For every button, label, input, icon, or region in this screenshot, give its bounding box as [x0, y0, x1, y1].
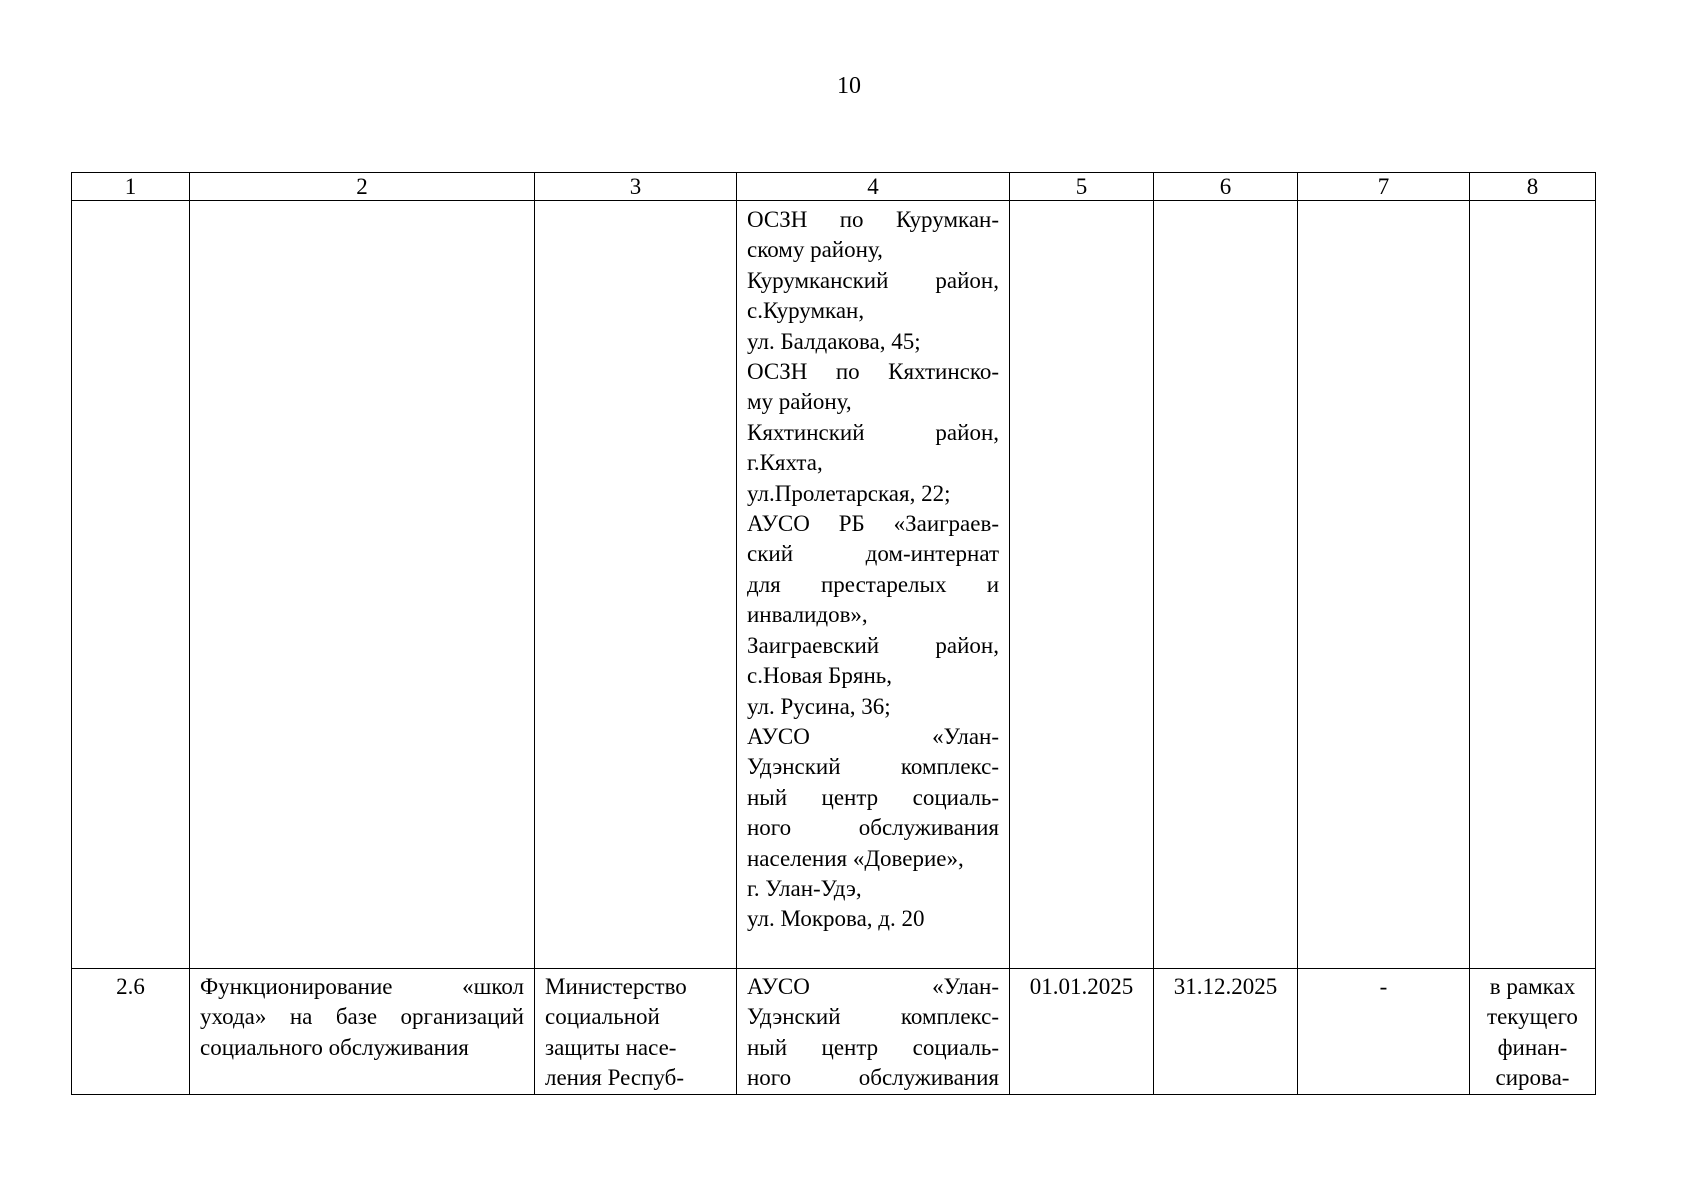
cell-col7-empty	[1298, 201, 1470, 969]
cell-responsible	[535, 969, 737, 1095]
name-line: Функционирование «школ	[200, 974, 524, 999]
executor-line: скому району,	[747, 237, 883, 263]
column-header-6: 6	[1154, 173, 1298, 201]
executor-line: ного обслуживания	[747, 815, 999, 841]
responsible-line: Министерство	[545, 974, 687, 999]
executor-line: для престарелых и	[747, 571, 999, 597]
executor-line: г.Кяхта,	[747, 450, 823, 476]
name-line: социального обслуживания	[200, 1034, 469, 1060]
financing-line: текущего	[1487, 1004, 1578, 1030]
executor-line: с.Курумкан,	[747, 298, 865, 324]
cell-end-empty	[1154, 201, 1298, 969]
executor-line: АУСО «Улан-	[747, 723, 999, 749]
financing-line: в рамках	[1489, 974, 1576, 999]
responsible-line: социальной	[545, 1004, 660, 1030]
executor-line: ный центр социаль-	[747, 1034, 999, 1060]
name-line: ухода» на базе организаций	[200, 1004, 524, 1030]
cell-name	[190, 969, 535, 1095]
measures-table	[71, 172, 1596, 1095]
executor-line: населения «Доверие»,	[747, 845, 964, 871]
cell-financing	[1470, 969, 1596, 1095]
executor-line: Удэнский комплекс-	[747, 1004, 999, 1030]
cell-number-empty	[72, 201, 190, 969]
column-header-2: 2	[190, 173, 535, 201]
column-header-8: 8	[1470, 173, 1596, 201]
cell-number: 2.6	[72, 969, 190, 1095]
executor-line: ного обслуживания	[747, 1065, 999, 1091]
cell-financing-empty	[1470, 201, 1596, 969]
executor-line: Курумканский район,	[747, 267, 999, 293]
executor-line: ский дом-интернат	[747, 541, 999, 567]
table-header-row	[72, 173, 1596, 201]
column-header-4: 4	[737, 173, 1010, 201]
column-header-1: 1	[72, 173, 190, 201]
executor-line: ул. Мокрова, д. 20	[747, 906, 925, 932]
executor-line: ул.Пролетарская, 22;	[747, 480, 951, 506]
executor-line: г. Улан-Удэ,	[747, 875, 862, 901]
executor-line: ул. Балдакова, 45;	[747, 328, 921, 354]
table-row	[72, 201, 1596, 969]
cell-col7: -	[1298, 969, 1470, 1095]
executor-line: АУСО «Улан-	[747, 974, 999, 999]
executor-line: ный центр социаль-	[747, 784, 999, 810]
cell-executors	[737, 201, 1010, 969]
cell-start-empty	[1010, 201, 1154, 969]
cell-executor	[737, 969, 1010, 1095]
responsible-line: защиты насе-	[545, 1034, 677, 1060]
page-number: 10	[837, 73, 861, 99]
table-row	[72, 969, 1596, 1095]
column-header-5: 5	[1010, 173, 1154, 201]
executor-line: ОСЗН по Кяхтинско-	[747, 359, 999, 385]
column-header-3: 3	[535, 173, 737, 201]
executor-line: му району,	[747, 389, 852, 415]
executor-line: с.Новая Брянь,	[747, 663, 892, 689]
cell-start-date: 01.01.2025	[1010, 969, 1154, 1095]
responsible-line: ления Респуб-	[545, 1065, 684, 1091]
executor-line: инвалидов»,	[747, 602, 868, 628]
executor-line: АУСО РБ «Заиграев-	[747, 511, 999, 537]
executor-line: Заиграевский район,	[747, 632, 999, 658]
financing-line: финан-	[1497, 1034, 1568, 1060]
executor-line: ОСЗН по Курумкан-	[747, 207, 999, 232]
cell-name-empty	[190, 201, 535, 969]
executor-line: ул. Русина, 36;	[747, 693, 891, 719]
column-header-7: 7	[1298, 173, 1470, 201]
financing-line: сирова-	[1495, 1065, 1570, 1091]
executor-line: Удэнский комплекс-	[747, 754, 999, 780]
executor-line: Кяхтинский район,	[747, 419, 999, 445]
cell-responsible-empty	[535, 201, 737, 969]
cell-end-date: 31.12.2025	[1154, 969, 1298, 1095]
